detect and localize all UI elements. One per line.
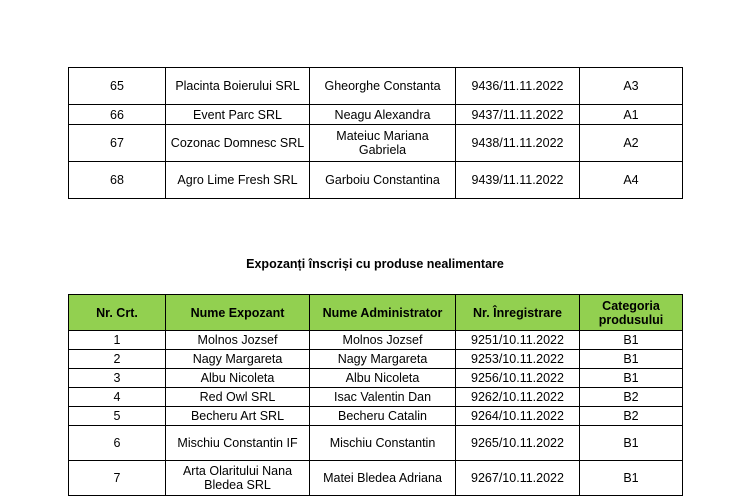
- cell-inregistrare: 9438/11.11.2022: [456, 125, 580, 162]
- cell-categorie: A2: [580, 125, 683, 162]
- cell-nr: 68: [69, 162, 166, 199]
- cell-nr: 3: [69, 369, 166, 388]
- cell-categorie: B1: [580, 461, 683, 496]
- cell-categorie: A4: [580, 162, 683, 199]
- exhibitors-food-table-continued: [68, 67, 683, 199]
- cell-expozant: Agro Lime Fresh SRL: [166, 162, 310, 199]
- table-row: [69, 407, 683, 426]
- cell-administrator: Isac Valentin Dan: [310, 388, 456, 407]
- cell-expozant: Mischiu Constantin IF: [166, 426, 310, 461]
- cell-categorie: B1: [580, 350, 683, 369]
- header-categorie: Categoria produsului: [580, 295, 683, 331]
- cell-nr: 4: [69, 388, 166, 407]
- cell-administrator: Matei Bledea Adriana: [310, 461, 456, 496]
- cell-administrator: Mischiu Constantin: [310, 426, 456, 461]
- cell-inregistrare: 9256/10.11.2022: [456, 369, 580, 388]
- cell-administrator: Molnos Jozsef: [310, 331, 456, 350]
- cell-administrator: Albu Nicoleta: [310, 369, 456, 388]
- cell-nr: 66: [69, 105, 166, 125]
- cell-nr: 1: [69, 331, 166, 350]
- table-row: [69, 162, 683, 199]
- cell-categorie: B2: [580, 407, 683, 426]
- cell-administrator: Becheru Catalin: [310, 407, 456, 426]
- cell-nr: 7: [69, 461, 166, 496]
- cell-nr: 6: [69, 426, 166, 461]
- cell-administrator: Gheorghe Constanta: [310, 68, 456, 105]
- cell-expozant: Placinta Boierului SRL: [166, 68, 310, 105]
- cell-expozant: Red Owl SRL: [166, 388, 310, 407]
- table-row: [69, 105, 683, 125]
- cell-expozant: Event Parc SRL: [166, 105, 310, 125]
- header-inregistrare: Nr. Înregistrare: [456, 295, 580, 331]
- table-row: [69, 461, 683, 496]
- cell-inregistrare: 9437/11.11.2022: [456, 105, 580, 125]
- cell-inregistrare: 9439/11.11.2022: [456, 162, 580, 199]
- table-row: [69, 388, 683, 407]
- table-row: [69, 350, 683, 369]
- cell-expozant: Arta Olaritului Nana Bledea SRL: [166, 461, 310, 496]
- cell-administrator: Neagu Alexandra: [310, 105, 456, 125]
- cell-nr: 67: [69, 125, 166, 162]
- section-title: Expozanți înscriși cu produse nealimentare: [246, 257, 504, 271]
- cell-administrator: Nagy Margareta: [310, 350, 456, 369]
- header-administrator: Nume Administrator: [310, 295, 456, 331]
- cell-categorie: B1: [580, 369, 683, 388]
- table-row: [69, 125, 683, 162]
- cell-inregistrare: 9251/10.11.2022: [456, 331, 580, 350]
- cell-inregistrare: 9267/10.11.2022: [456, 461, 580, 496]
- cell-categorie: A3: [580, 68, 683, 105]
- cell-categorie: B1: [580, 331, 683, 350]
- cell-inregistrare: 9262/10.11.2022: [456, 388, 580, 407]
- header-expozant: Nume Expozant: [166, 295, 310, 331]
- cell-categorie: B2: [580, 388, 683, 407]
- table-row: [69, 369, 683, 388]
- table-row: [69, 331, 683, 350]
- table-row: [69, 426, 683, 461]
- cell-categorie: B1: [580, 426, 683, 461]
- cell-administrator: Mateiuc Mariana Gabriela: [310, 125, 456, 162]
- cell-inregistrare: 9265/10.11.2022: [456, 426, 580, 461]
- cell-nr: 65: [69, 68, 166, 105]
- cell-expozant: Nagy Margareta: [166, 350, 310, 369]
- cell-administrator: Garboiu Constantina: [310, 162, 456, 199]
- exhibitors-nonfood-table: [68, 294, 683, 496]
- header-nr: Nr. Crt.: [69, 295, 166, 331]
- cell-expozant: Cozonac Domnesc SRL: [166, 125, 310, 162]
- cell-nr: 5: [69, 407, 166, 426]
- cell-expozant: Molnos Jozsef: [166, 331, 310, 350]
- table-header-row: [69, 295, 683, 331]
- table-row: [69, 68, 683, 105]
- cell-inregistrare: 9436/11.11.2022: [456, 68, 580, 105]
- cell-nr: 2: [69, 350, 166, 369]
- cell-inregistrare: 9253/10.11.2022: [456, 350, 580, 369]
- cell-categorie: A1: [580, 105, 683, 125]
- cell-inregistrare: 9264/10.11.2022: [456, 407, 580, 426]
- cell-expozant: Becheru Art SRL: [166, 407, 310, 426]
- cell-expozant: Albu Nicoleta: [166, 369, 310, 388]
